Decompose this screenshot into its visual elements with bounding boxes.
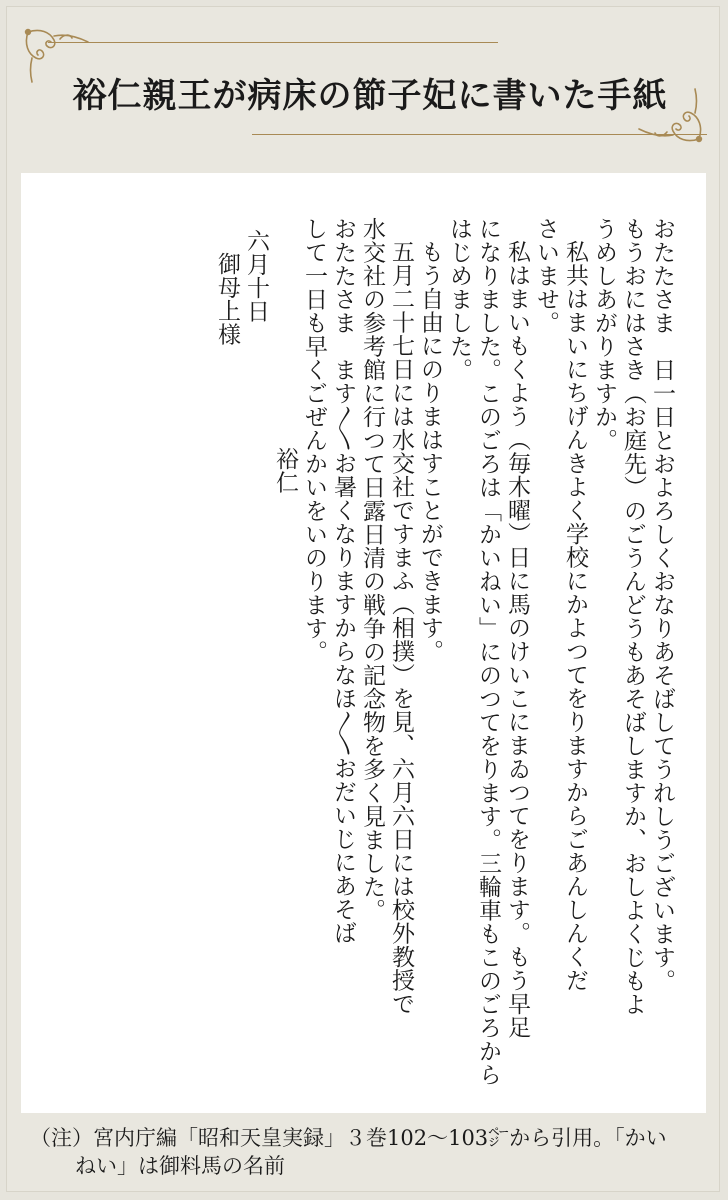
letter-line: おたたさま 日一日とおよろしくおなりあそばしてうれしうございます。 (649, 217, 675, 993)
footnote (30, 1124, 710, 1180)
letter-signature: 裕仁 (272, 447, 298, 494)
letter-body (51, 217, 676, 1087)
letter-line: さいませ。 (533, 217, 559, 335)
footnote-line-2: ねい」は御料馬の名前 (75, 1154, 285, 1178)
letter-line: はじめました。 (446, 217, 472, 382)
letter-line: もうおにはさき（お庭先）のごうんどうもあそばしますか、おしよくじもよ (620, 217, 646, 1016)
letter-line: になりました。このごろは「かいねい」にのつてをります。三輪車もこのごろから (475, 217, 501, 1087)
letter-line: して一日も早くごぜんかいをいのります。 (301, 217, 327, 664)
footnote-line-1: 宮内庁編「昭和天皇実録」３巻102～103㌻から引用。「かい (93, 1126, 667, 1150)
letter-line: もう自由にのりまはすことができます。 (417, 240, 443, 663)
letter-addressee: 御母上様 (214, 251, 240, 346)
letter-line: うめしあがりますか。 (591, 217, 617, 452)
title-rule-top (48, 42, 498, 43)
title-block (20, 24, 710, 159)
letter-line: 私はまいもくよう（毎木曜）日に馬のけいこにまゐつてをります。もう早足 (504, 240, 530, 1039)
letter-line: 私共はまいにちげんきよく学校にかよつてをりますからごあんしんくだ (562, 240, 588, 992)
letter-date: 六月十日 (243, 228, 269, 323)
flourish-ornament-icon (635, 87, 707, 147)
footnote-prefix: （注） (30, 1126, 93, 1150)
letter-line: 五月二十七日には水交社ですまふ（相撲）を見、六月六日には校外教授で (388, 240, 414, 1016)
letter-line: おたたさま ます〳〵お暑くなりますからなほ〳〵おだいじにあそば (330, 217, 356, 945)
page-title: 裕仁親王が病床の節子妃に書いた手紙 (72, 76, 668, 116)
letter-paper (21, 173, 706, 1113)
letter-line: 水交社の参考館に行つて日露日清の戦争の記念物を多く見ました。 (359, 217, 385, 922)
